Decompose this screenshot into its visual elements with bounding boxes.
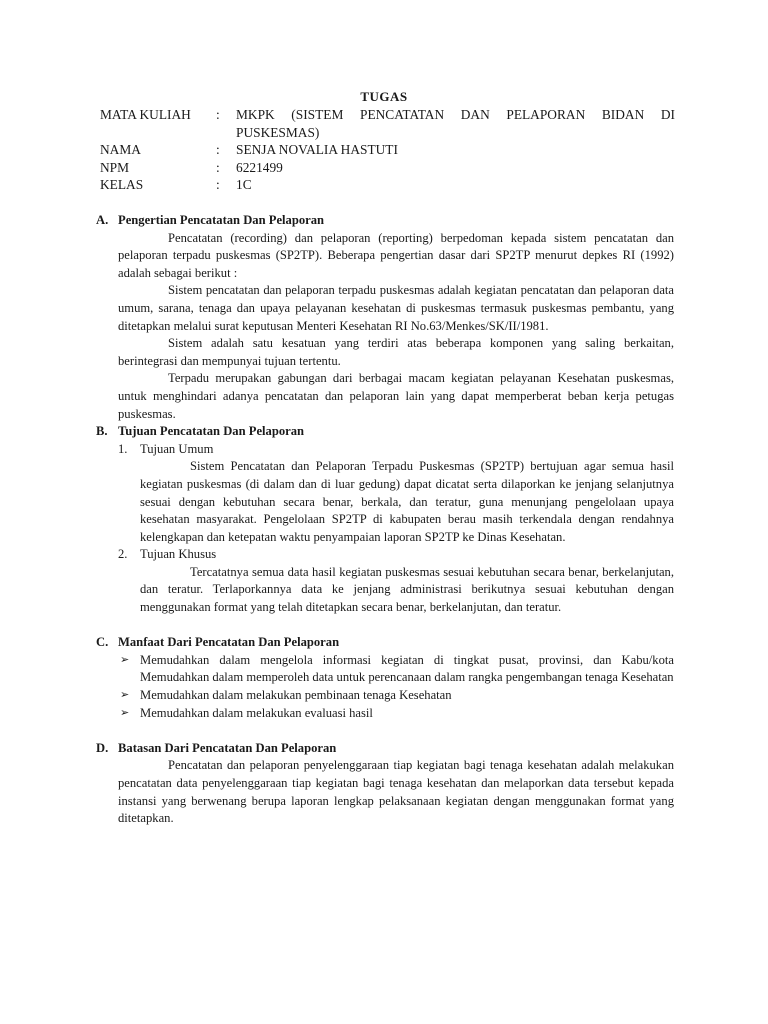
info-colon: : [216, 159, 220, 175]
info-value: 6221499 [236, 159, 283, 175]
paragraph: Terpadu merupakan gabungan dari berbagai macam kegiatan pelayanan Kesehatan puskesmas, untuk menghindari adanya pencatatan dan pelaporan lain yang dapat memperberat beban kerja petugas puskesmas. [118, 371, 674, 421]
section-heading-a [96, 212, 674, 230]
paragraph: Pencatatan (recording) dan pelaporan (reporting) berpedoman kepada sistem pencatatan dan pelaporan terpadu puskesmas (SP2TP). Beberapa pengertian dasar dari SP2TP menurut depkes RI (1992) adalah sebagai berikut : [118, 230, 674, 280]
info-value: MKPK (SISTEM PENCATATAN DAN PELAPORAN BIDAN DI PUSKESMAS) [236, 107, 675, 140]
section-title: Batasan Dari Pencatatan Dan Pelaporan [118, 740, 337, 755]
arrow-bullet-icon: ➢ [120, 653, 130, 666]
info-row-nama [100, 141, 675, 159]
list-item [118, 441, 674, 459]
section-letter: B. [96, 424, 108, 439]
bullet-list [118, 652, 674, 722]
spacer [118, 617, 674, 635]
section-heading-b [96, 423, 674, 441]
section-letter: C. [96, 635, 109, 650]
section-title: Manfaat Dari Pencatatan Dan Pelaporan [118, 635, 340, 650]
info-colon: : [216, 107, 220, 122]
bullet-text: Memudahkan dalam melakukan evaluasi hasil [140, 705, 373, 720]
info-row-kelas [100, 176, 675, 194]
paragraph: Sistem Pencatatan dan Pelaporan Terpadu Puskesmas (SP2TP) bertujuan agar semua hasil kegiatan puskesmas (di dalam dan di luar gedung) dapat dicatat serta dilaporkan ke jenjang selanjutnya sesuai dengan kebutuhan secara benar, berkala, dan teratur, guna menunjang pengelolaan upaya kesehatan masyarakat. Pengelolaan SP2TP di kabupaten berau masih terkendala dengan rendahnya kelengkapan dan ketepatan waktu penyampaian laporan SP2TP ke Dinas Kesehatan. [140, 459, 674, 544]
document-body [96, 212, 674, 828]
arrow-bullet-icon: ➢ [120, 706, 130, 719]
arrow-bullet-icon: ➢ [120, 689, 130, 702]
list-number: 1. [118, 441, 128, 456]
section-title: Pengertian Pencatatan Dan Pelaporan [118, 213, 325, 227]
section-title: Tujuan Pencatatan Dan Pelaporan [118, 424, 305, 439]
paragraph: Sistem adalah satu kesatuan yang terdiri atas beberapa komponen yang saling berkaitan, berintegrasi dan mempunyai tujuan tertentu. [118, 336, 674, 368]
bullet-text: Memudahkan dalam mengelola informasi kegiatan di tingkat pusat, provinsi, dan Kabu/kota Memudahkan dalam memperoleh data untuk perencanaan dalam rangka pengembangan tenaga Kesehatan [140, 652, 674, 685]
section-heading-d [96, 740, 674, 758]
info-row-npm [100, 159, 675, 177]
bullet-text: Memudahkan dalam melakukan pembinaan tenaga Kesehatan [140, 688, 452, 703]
paragraph: Sistem pencatatan dan pelaporan terpadu puskesmas adalah kegiatan pencatatan dan pelaporan data umum, sarana, tenaga dan upaya pelayanan kesehatan di puskesmas termasuk puskesmas pembantu, yang ditetapkan melalui surat keputusan Menteri Kesehatan RI No.63/Menkes/SK/II/1981. [118, 283, 674, 333]
info-label: NPM [100, 159, 130, 175]
bullet-item [118, 705, 674, 723]
list-item [118, 546, 674, 564]
info-label: NAMA [100, 142, 141, 158]
section-heading-c [96, 634, 674, 652]
paragraph: Pencatatan dan pelaporan penyelenggaraan tiap kegiatan bagi tenaga kesehatan adalah melakukan pencatatan data penyelenggaraan tiap kegiatan bagi tenaga kesehatan dan melaporkan data tersebut kepada instansi yang berwenang berupa laporan lengkap pelaksanaan kegiatan dengan menggunakan format yang ditetapkan. [118, 758, 674, 826]
bullet-item [118, 687, 674, 705]
list-item-title: Tujuan Khusus [140, 547, 217, 562]
list-item-body [118, 458, 674, 546]
info-value: SENJA NOVALIA HASTUTI [236, 142, 398, 158]
spacer [118, 722, 674, 740]
info-colon: : [216, 177, 220, 193]
bullet-item [118, 652, 674, 687]
info-row-mata-kuliah [100, 106, 675, 141]
info-label: MATA KULIAH [100, 107, 191, 122]
info-label: KELAS [100, 177, 144, 193]
paragraph: Tercatatnya semua data hasil kegiatan puskesmas sesuai kebutuhan secara benar, berkelanjutan, dan teratur. Terlaporkannya data ke jenjang administrasi berikutnya sesuai kebutuhan dengan menggunakan format yang telah ditetapkan secara benar, berkelanjutan, dan teratur. [140, 564, 674, 615]
info-table [100, 106, 675, 194]
section-letter: D. [96, 740, 109, 755]
document-title: TUGAS [360, 89, 408, 104]
list-number: 2. [118, 547, 128, 562]
info-value: 1C [236, 177, 252, 193]
list-item-title: Tujuan Umum [140, 441, 214, 456]
info-colon: : [216, 142, 220, 158]
section-letter: A. [96, 213, 109, 227]
list-item-body [118, 564, 674, 617]
